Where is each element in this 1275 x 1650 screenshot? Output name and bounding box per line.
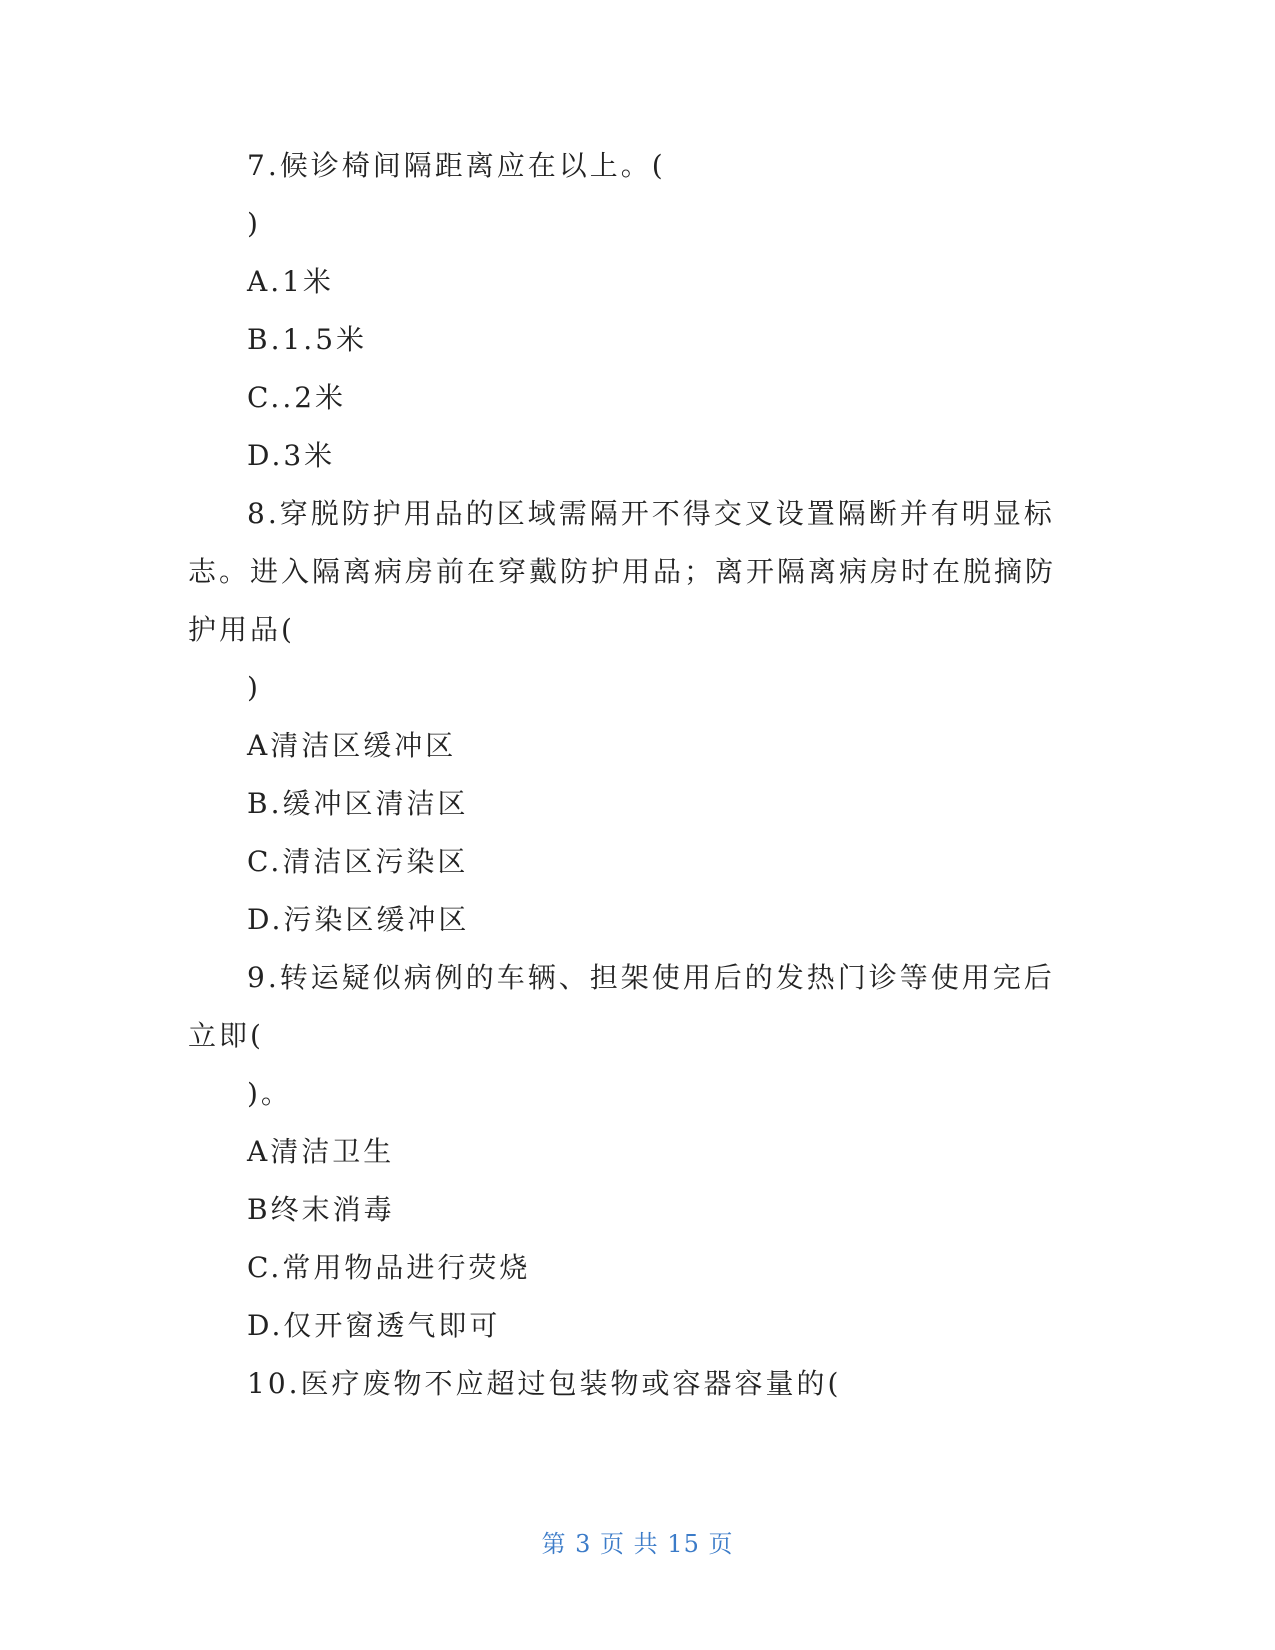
option-a: A.1米 [247, 265, 334, 298]
page-footer: 第 3 页 共 15 页 [541, 1530, 734, 1558]
question-9-text-line-1: 9.转运疑似病例的车辆、担架使用后的发热门诊等使用完后 [247, 961, 1055, 994]
question-7-close-paren: ) [247, 207, 261, 240]
option-c: C.常用物品进行荧烧 [247, 1251, 531, 1284]
option-b: B.1.5米 [247, 323, 368, 356]
question-7-text: 7.候诊椅间隔距离应在以上。( [247, 149, 666, 182]
question-8-text-line-3: 护用品( [188, 613, 295, 646]
question-8-close-paren: ) [247, 671, 261, 704]
option-b: B终末消毒 [247, 1193, 395, 1226]
option-d: D.3米 [247, 439, 336, 472]
question-8-text-line-2: 志。进入隔离病房前在穿戴防护用品；离开隔离病房时在脱摘防 [188, 555, 1057, 588]
question-8-text-line-1: 8.穿脱防护用品的区域需隔开不得交叉设置隔断并有明显标 [247, 497, 1055, 530]
option-a: A清洁区缓冲区 [247, 729, 457, 762]
option-b: B.缓冲区清洁区 [247, 787, 469, 820]
option-d: D.仅开窗透气即可 [247, 1309, 501, 1342]
option-d: D.污染区缓冲区 [247, 903, 470, 936]
option-c: C..2米 [247, 381, 347, 414]
option-c: C.清洁区污染区 [247, 845, 469, 878]
question-10-text: 10.医疗废物不应超过包装物或容器容量的( [247, 1367, 842, 1400]
question-9-text-line-2: 立即( [188, 1019, 264, 1052]
option-a: A清洁卫生 [247, 1135, 395, 1168]
question-9-close-paren: )。 [247, 1077, 292, 1110]
